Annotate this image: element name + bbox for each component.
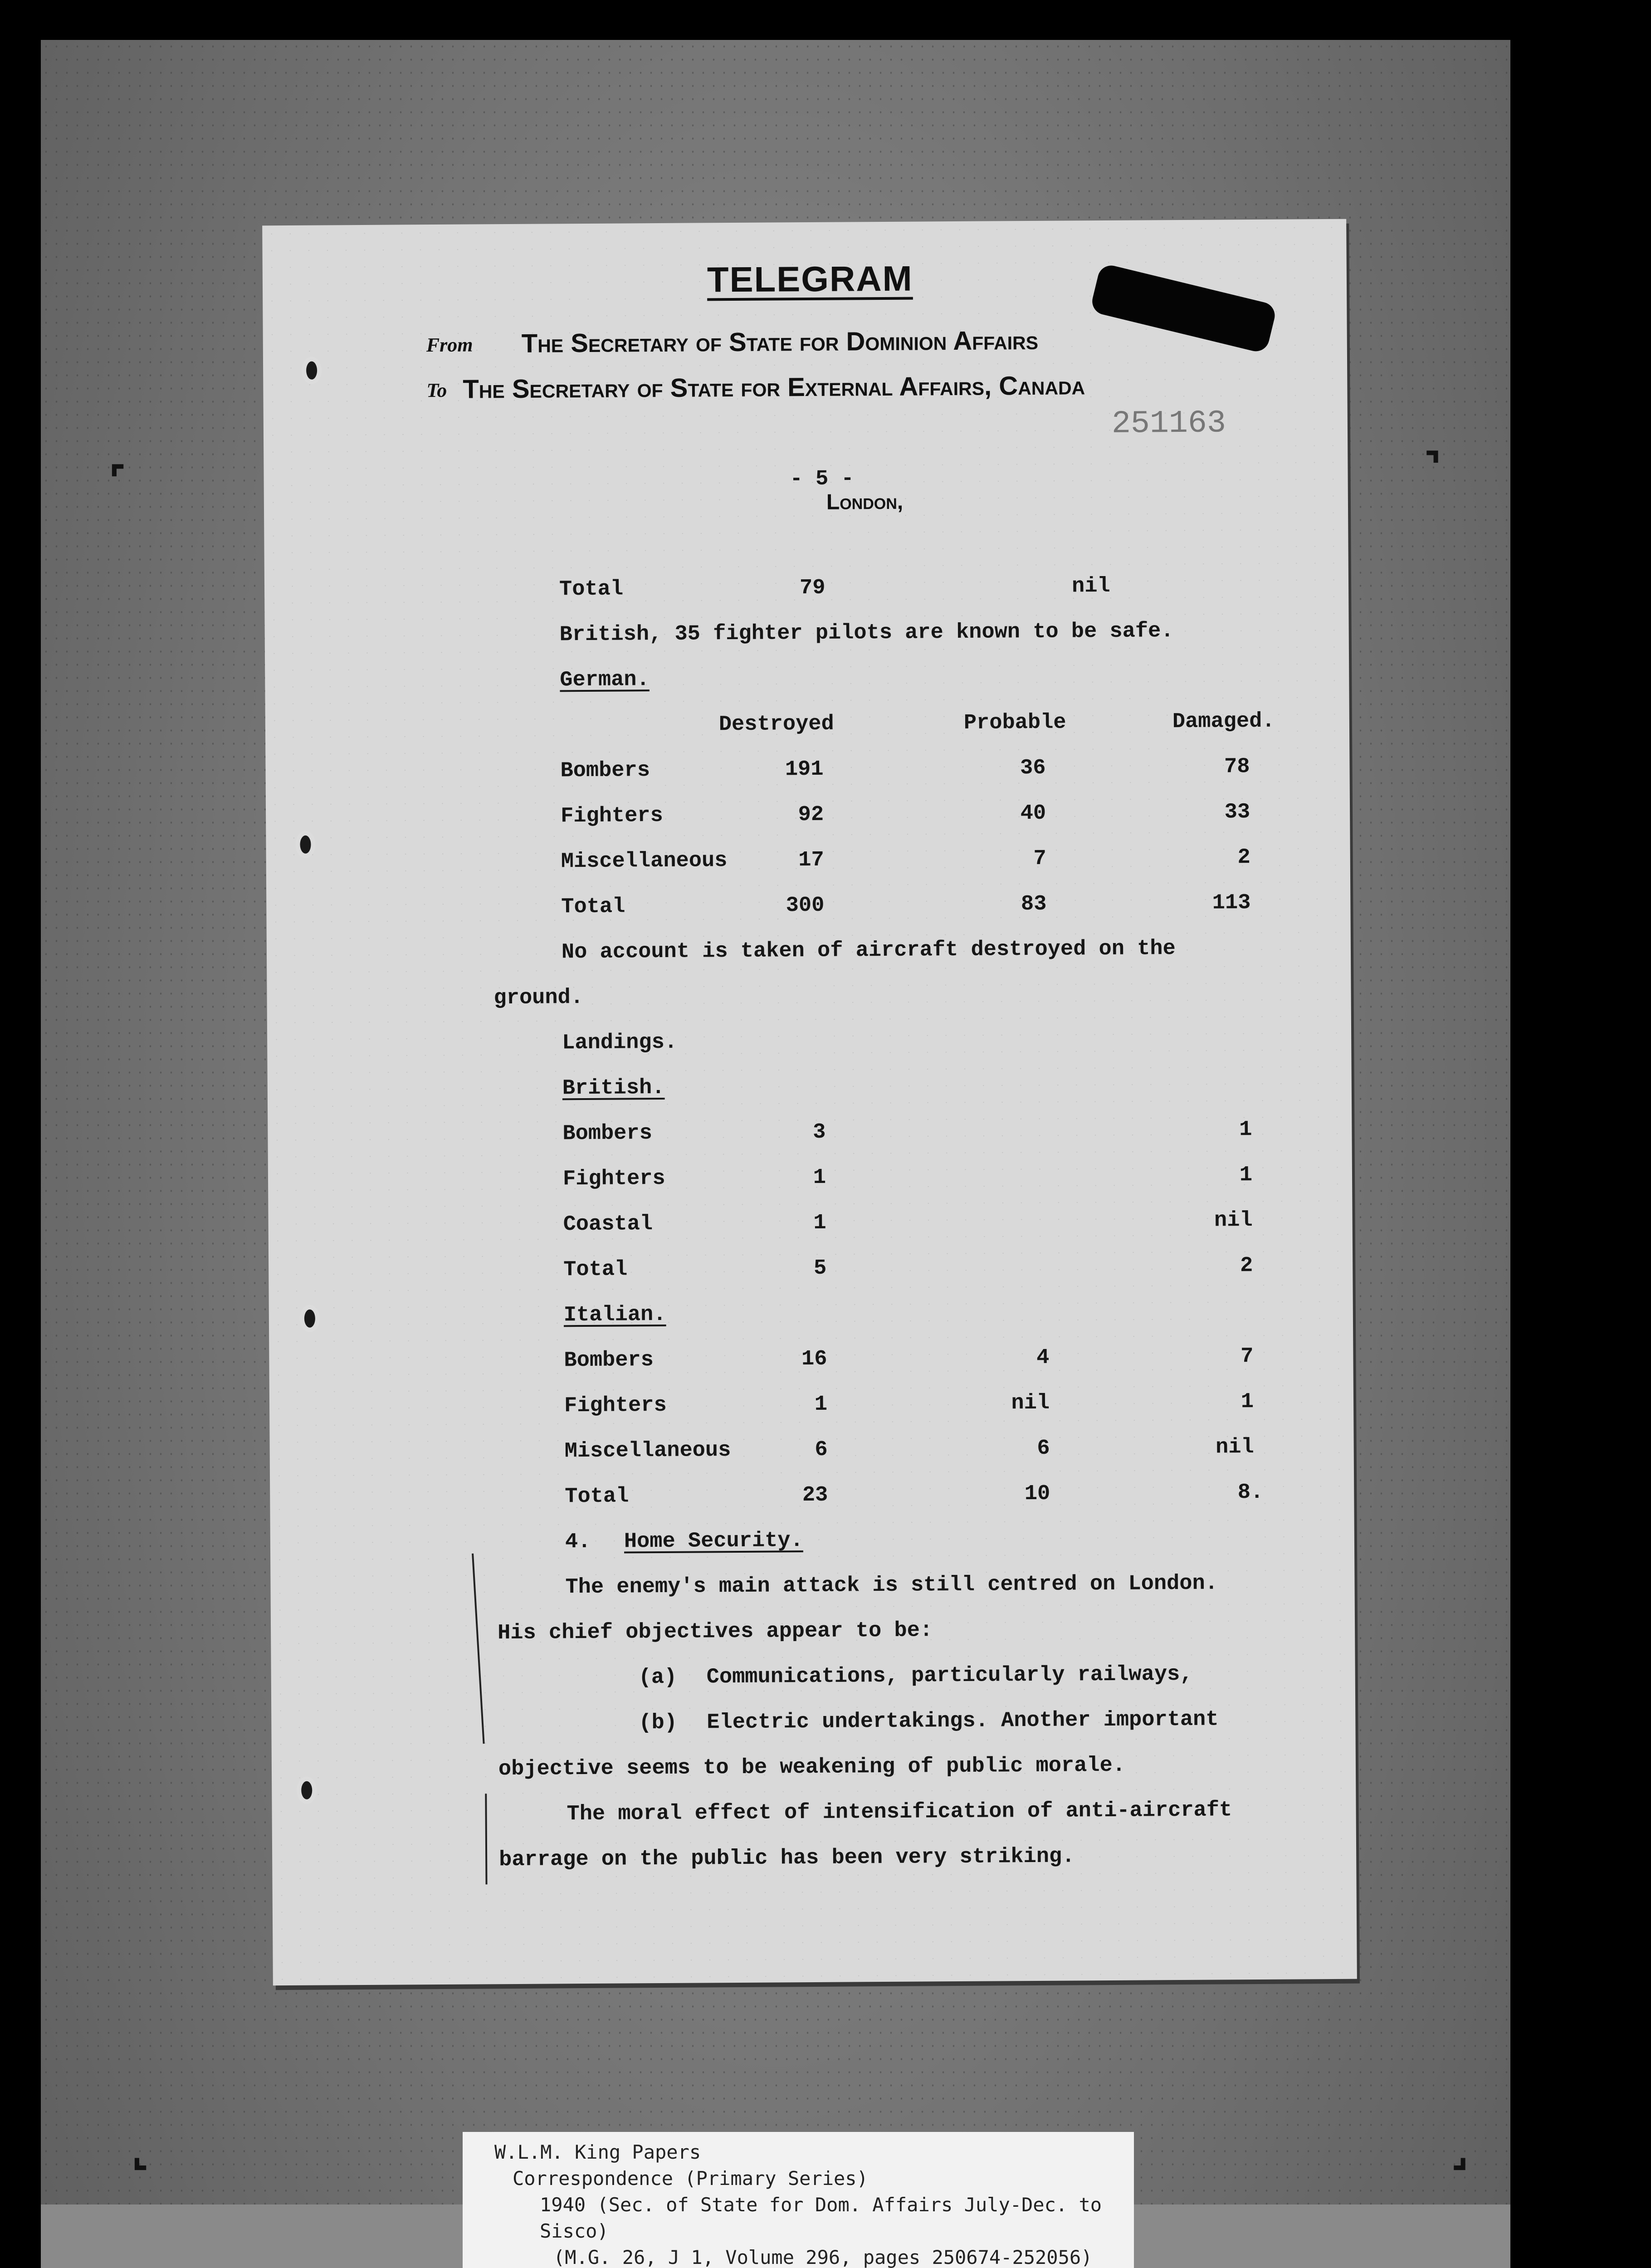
to-text: The Secretary of State for External Affairs, Canada	[463, 371, 1085, 404]
from-text: The Secretary of State for Dominion Affairs	[521, 325, 1039, 358]
table-cell: 1	[1239, 1163, 1253, 1188]
punch-hole	[300, 1305, 320, 1332]
catalog-line: Sisco)	[540, 2220, 609, 2242]
margin-mark	[485, 1794, 487, 1884]
table-cell: 300	[786, 893, 825, 918]
table-cell: 33	[1224, 800, 1250, 825]
row-label: Fighters	[560, 803, 663, 829]
table-cell: 83	[1021, 892, 1047, 917]
paragraph-line: objective seems to be weakening of public morale.	[498, 1753, 1126, 1782]
list-item: Electric undertakings. Another important	[707, 1707, 1219, 1735]
row-label: Bombers	[560, 758, 650, 783]
table-cell: 40	[1020, 801, 1046, 826]
table-cell: 16	[801, 1347, 827, 1372]
british-heading: British.	[562, 1075, 665, 1101]
table-cell: nil	[1011, 1391, 1050, 1416]
row-label: Miscellaneous	[561, 849, 728, 874]
list-item: Communications, particularly railways,	[706, 1662, 1193, 1690]
paragraph-line: The enemy's main attack is still centred on London.	[565, 1571, 1218, 1600]
table-cell: 113	[1212, 891, 1251, 915]
table-cell: 7	[1241, 1344, 1254, 1369]
row-label: Bombers	[562, 1121, 653, 1146]
table-cell: 2	[1237, 846, 1250, 870]
punch-hole	[297, 1777, 317, 1804]
table-cell: 1	[814, 1392, 828, 1417]
catalog-card	[463, 2132, 1134, 2268]
row-label: Total	[561, 894, 625, 919]
punch-hole	[295, 831, 315, 858]
table-cell: 1	[1239, 1118, 1252, 1142]
list-marker: (b)	[639, 1711, 678, 1735]
redaction-tape	[1089, 263, 1278, 354]
crop-mark-bottom-left: ⌞	[132, 2132, 149, 2174]
table-cell: nil	[1214, 1208, 1253, 1233]
paragraph-line: The moral effect of intensification of anti-aircraft	[567, 1798, 1232, 1827]
no-account-line: ground.	[493, 986, 584, 1011]
table-cell: 10	[1024, 1481, 1050, 1506]
german-heading: German.	[560, 668, 650, 693]
page-marker: - 5 -	[790, 467, 854, 492]
table-cell: 6	[1037, 1436, 1050, 1461]
catalog-line: W.L.M. King Papers	[494, 2141, 701, 2163]
telegram-sheet	[262, 219, 1357, 1986]
paragraph-line: His chief objectives appear to be:	[497, 1618, 933, 1646]
italian-heading: Italian.	[563, 1302, 666, 1328]
margin-mark	[472, 1554, 485, 1744]
crop-mark-bottom-right: ⌟	[1451, 2132, 1469, 2174]
table-cell: 4	[1036, 1345, 1050, 1370]
catalog-line: 1940 (Sec. of State for Dom. Affairs July-Dec. to	[540, 2194, 1102, 2216]
row-label: Bombers	[564, 1348, 654, 1373]
catalog-line: Correspondence (Primary Series)	[513, 2167, 868, 2190]
to-label: To	[426, 379, 447, 402]
catalog-line: (M.G. 26, J 1, Volume 296, pages 250674-252056)	[553, 2246, 1093, 2268]
landings-heading: Landings.	[562, 1030, 678, 1056]
row-label: Fighters	[562, 1166, 665, 1192]
section-number: 4.	[565, 1530, 591, 1554]
table-cell: 6	[815, 1437, 828, 1462]
column-header-probable: Probable	[963, 710, 1066, 735]
row-label: Coastal	[563, 1212, 653, 1237]
no-account-line: No account is taken of aircraft destroyed on the	[561, 937, 1176, 965]
table-cell: 7	[1033, 846, 1046, 871]
row-label: Miscellaneous	[564, 1438, 731, 1464]
british-safe-line: British, 35 fighter pilots are known to be safe.	[559, 619, 1174, 647]
table-cell: 23	[802, 1483, 828, 1508]
list-marker: (a)	[638, 1665, 677, 1690]
from-label: From	[426, 333, 473, 357]
table-cell: 3	[813, 1120, 826, 1144]
punch-hole	[302, 357, 322, 384]
table-cell: 92	[798, 802, 824, 827]
place-name: London,	[826, 489, 904, 514]
total-value: nil	[1071, 574, 1110, 599]
table-cell: 191	[785, 757, 824, 782]
table-cell: 1	[813, 1165, 826, 1190]
section-title: Home Security.	[624, 1529, 803, 1554]
table-cell: 78	[1224, 755, 1250, 779]
total-label: Total	[559, 577, 624, 602]
table-cell: 36	[1020, 756, 1046, 781]
row-label: Fighters	[564, 1393, 667, 1418]
row-label: Total	[563, 1257, 628, 1282]
crop-mark-right: ⌝	[1424, 445, 1441, 487]
table-cell: nil	[1215, 1435, 1254, 1460]
telegram-title: TELEGRAM	[707, 258, 913, 300]
row-label: Total	[565, 1484, 629, 1509]
table-cell: 17	[798, 848, 824, 873]
crop-mark-left: ⌜	[109, 458, 126, 500]
archive-stamp-number: 251163	[1111, 406, 1226, 442]
column-header-destroyed: Destroyed	[718, 712, 834, 737]
table-cell: 1	[813, 1211, 826, 1235]
total-value: 79	[799, 576, 826, 601]
table-cell: 2	[1240, 1254, 1253, 1278]
table-cell: 8.	[1237, 1480, 1264, 1505]
table-cell: 5	[813, 1256, 827, 1281]
table-cell: 1	[1241, 1390, 1254, 1414]
paragraph-line: barrage on the public has been very striking.	[499, 1844, 1075, 1872]
column-header-damaged: Damaged.	[1172, 709, 1275, 734]
